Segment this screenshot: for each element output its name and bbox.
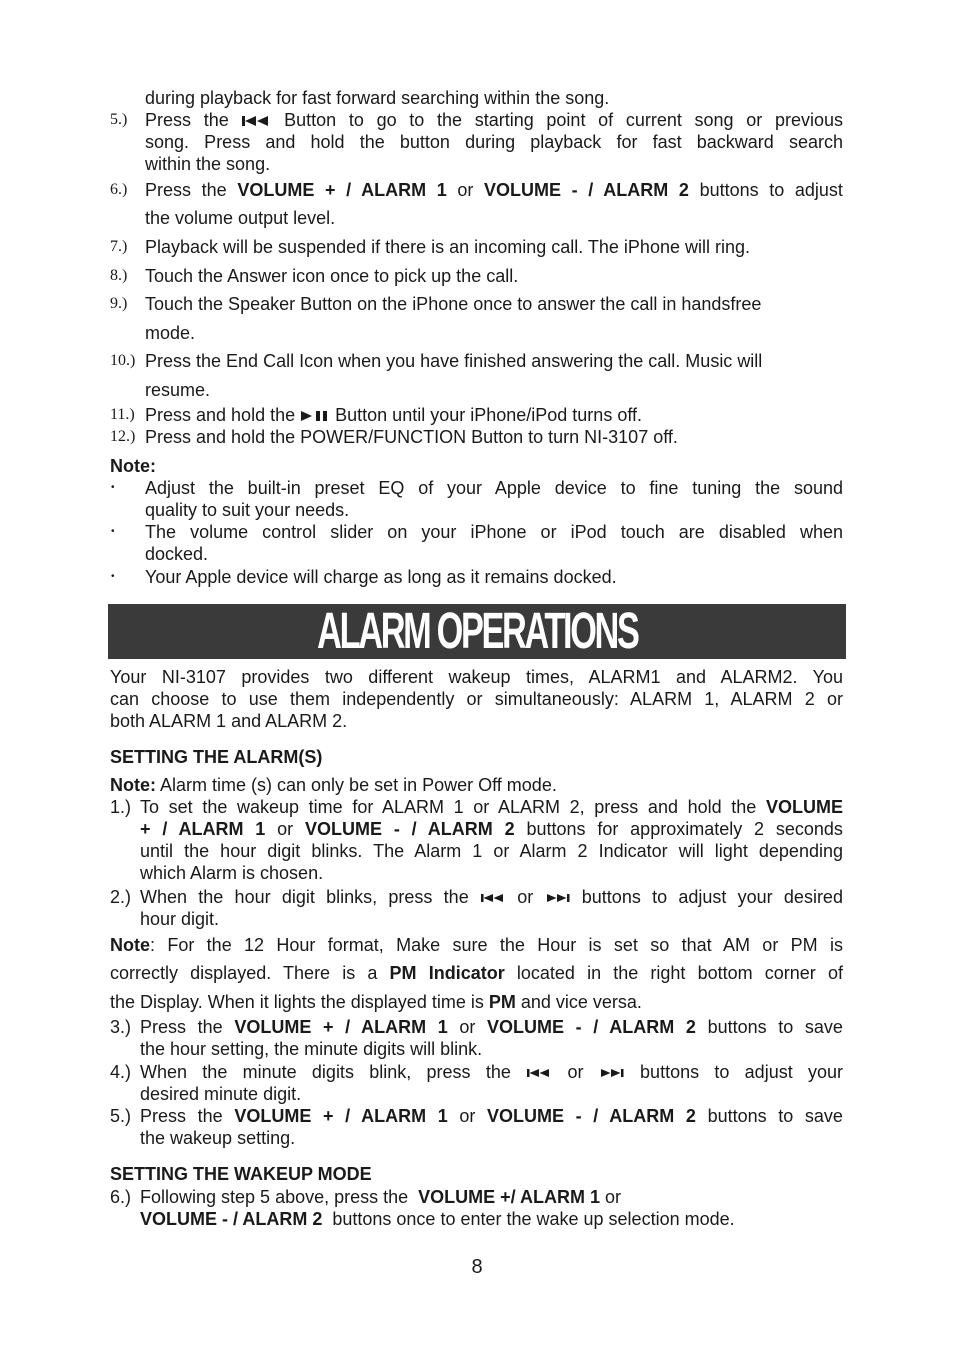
step-number: 8.) [110,267,128,284]
skip-back-icon [480,893,506,903]
alarm-step-3-line-2: the hour setting, the minute digits will blink. [140,1039,483,1059]
alarm-step-1-line-4: which Alarm is chosen. [140,863,324,883]
wakeup-step-6-line-1 [140,1186,621,1208]
text: correctly displayed. There is a [110,963,378,983]
button-name: VOLUME - / ALARM 2 [484,180,689,200]
text: or [605,1187,622,1207]
hour-note-line-1 [110,934,843,956]
step-number: 6.) [110,1187,132,1207]
alarm-step-4-line-1 [140,1061,843,1083]
alarm-step-1-line-2 [140,818,843,840]
button-name: + / ALARM 1 [140,819,266,839]
step-7: Playback will be suspended if there is an incoming call. The iPhone will ring. [145,237,750,257]
text: When the minute digits blink, press the [140,1062,511,1082]
bullet: • [111,482,115,493]
setting-note [110,774,557,796]
page-number: 8 [471,1256,483,1278]
step-number: 5.) [110,1106,132,1126]
note-bullet-1: Adjust the built-in preset EQ of your Apple device to fine tuning the sound [145,478,843,498]
text: Press the [140,1017,223,1037]
text: buttons to adjust your [640,1062,843,1082]
section-banner [108,604,846,659]
step-number: 12.) [110,428,136,445]
note-bullet-2-line-2: docked. [145,544,209,564]
step-number: 10.) [110,352,136,369]
skip-back-icon [526,1068,552,1078]
alarm-step-1-line-1 [140,796,843,818]
wakeup-step-6-line-2 [140,1208,735,1230]
text: : For the 12 Hour format, Make sure the Hour is set so that AM or PM is [150,935,843,955]
alarm-step-3-line-1 [140,1016,843,1038]
note-label: Note: [110,775,156,795]
button-name: VOLUME - / ALARM 2 [140,1209,323,1229]
step-number: 5.) [110,111,128,128]
text: buttons to adjust [699,180,843,200]
alarm-step-1-line-3: until the hour digit blinks. The Alarm 1 or Alarm 2 Indicator will light depending [140,841,843,861]
text: buttons to save [707,1017,843,1037]
bullet: • [111,571,115,582]
step-number: 4.) [110,1062,132,1082]
step-number: 9.) [110,295,128,312]
step-11 [145,404,642,426]
intro-line-2: can choose to use them independently or simultaneously: ALARM 1, ALARM 2 or [110,689,843,709]
section-heading: SETTING THE ALARM(S) [110,747,323,767]
text: To set the wakeup time for ALARM 1 or ALARM 2, press and hold the [140,797,757,817]
text: or [457,180,474,200]
step-number: 7.) [110,238,128,255]
alarm-step-2-line-2: hour digit. [140,909,220,929]
step-8: Touch the Answer icon once to pick up the call. [145,266,519,286]
button-name: VOLUME - / ALARM 2 [487,1017,696,1037]
text: the Display. When it lights the displayed time is [110,992,484,1012]
step-number: 11.) [110,406,135,423]
section-title: ALARM OPERATIONS [316,602,638,660]
note-bullet-2: The volume control slider on your iPhone or iPod touch are disabled when [145,522,843,542]
text: buttons to save [707,1106,843,1126]
text: or [459,1106,476,1126]
button-name: VOLUME +/ ALARM 1 [418,1187,601,1207]
text: or [459,1017,476,1037]
text: buttons once to enter the wake up selection mode. [332,1209,735,1229]
button-name: VOLUME + / ALARM 1 [234,1017,448,1037]
skip-forward-icon [545,893,571,903]
text: and vice versa. [520,992,642,1012]
bullet: • [111,526,115,537]
button-name: VOLUME [765,797,843,817]
skip-forward-icon [599,1068,625,1078]
step-5-line-1 [145,109,843,131]
button-name: VOLUME + / ALARM 1 [237,180,447,200]
text: buttons to adjust your desired [581,887,843,907]
text: Button to go to the starting point of current song or previous [284,110,843,130]
step-5-line-3: within the song. [145,154,271,174]
step-5-line-2: song. Press and hold the button during playback for fast backward search [145,132,843,152]
text: Press and hold the [145,405,296,425]
button-name: VOLUME - / ALARM 2 [305,819,515,839]
pm-term: PM [488,992,516,1012]
note-bullet-1-line-2: quality to suit your needs. [145,500,350,520]
note-label: Note: [110,456,156,476]
text: Button until your iPhone/iPod turns off. [335,405,643,425]
step-9: Touch the Speaker Button on the iPhone once to answer the call in handsfree [145,294,762,314]
step-6-line-1 [145,179,843,201]
alarm-step-2-line-1 [140,886,843,908]
hour-note-line-3 [110,991,642,1013]
play-pause-icon [300,410,330,422]
alarm-step-5-line-2: the wakeup setting. [140,1128,296,1148]
step-number: 3.) [110,1017,132,1037]
text: or [517,887,534,907]
hour-note-line-2 [110,962,843,984]
text: located in the right bottom corner of [516,963,843,983]
step-number: 6.) [110,181,128,198]
note-label: Note [110,935,150,955]
note-bullet-3: Your Apple device will charge as long as it remains docked. [145,567,617,587]
text: When the hour digit blinks, press the [140,887,469,907]
pm-indicator-term: PM Indicator [389,963,505,983]
text: Following step 5 above, press the [140,1187,409,1207]
button-name: VOLUME - / ALARM 2 [487,1106,696,1126]
intro-line-3: both ALARM 1 and ALARM 2. [110,711,348,731]
text: Press the [145,110,229,130]
step-10-line-2: resume. [145,380,211,400]
alarm-step-5-line-1 [140,1105,843,1127]
step-10: Press the End Call Icon when you have finished answering the call. Music will [145,351,763,371]
button-name: VOLUME + / ALARM 1 [234,1106,448,1126]
text: Alarm time (s) can only be set in Power Off mode. [160,775,557,795]
step-9-line-2: mode. [145,323,196,343]
text: buttons for approximately 2 seconds [526,819,843,839]
step-number: 1.) [110,797,132,817]
text: Press the [145,180,227,200]
skip-back-icon [241,115,271,127]
section-heading: SETTING THE WAKEUP MODE [110,1164,372,1184]
step-6-line-2: the volume output level. [145,208,336,228]
text: or [567,1062,584,1082]
step-12: Press and hold the POWER/FUNCTION Button to turn NI-3107 off. [145,427,678,447]
intro-line-1: Your NI-3107 provides two different wakeup times, ALARM1 and ALARM2. You [110,667,843,687]
text: or [277,819,294,839]
text: Press the [140,1106,223,1126]
alarm-step-4-line-2: desired minute digit. [140,1084,302,1104]
text-line: during playback for fast forward searching within the song. [145,88,610,108]
step-number: 2.) [110,887,132,907]
